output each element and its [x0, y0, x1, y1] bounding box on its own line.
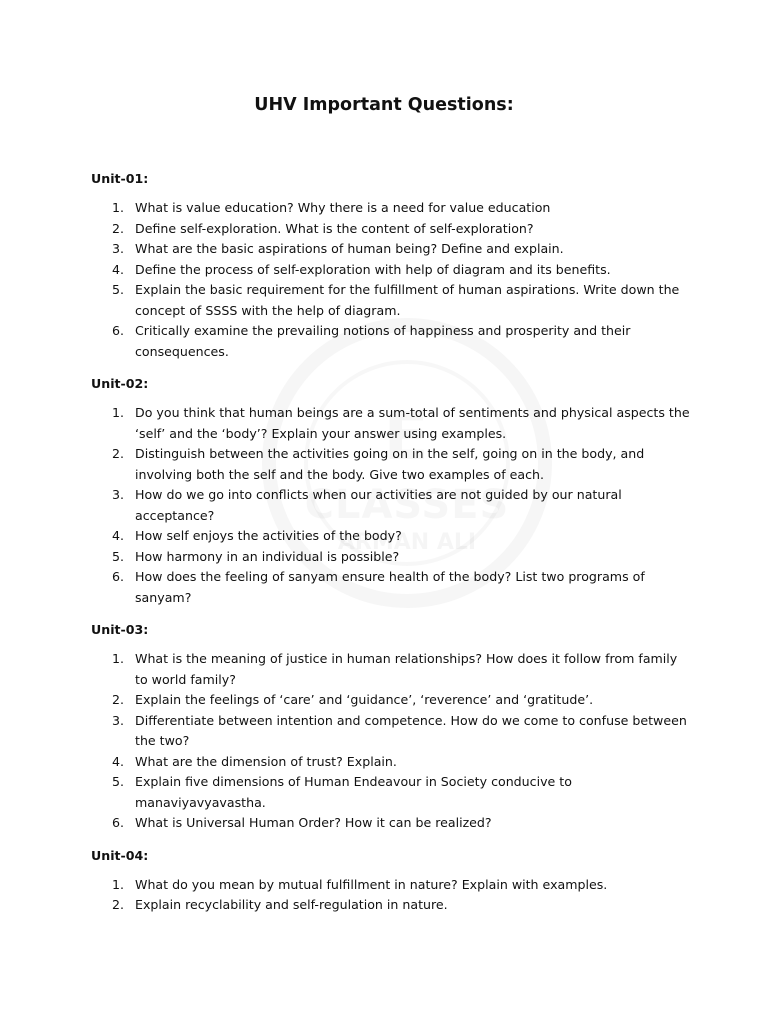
question-text: Explain five dimensions of Human Endeavour in Society conducive to manaviyavyavastha. — [135, 774, 572, 810]
units-container — [91, 170, 691, 929]
list-item: 1. What do you mean by mutual fulfillment in nature? Explain with examples. — [112, 876, 608, 892]
question-text: Explain the feelings of ‘care’ and ‘guidance’, ‘reverence’ and ‘gratitude’. — [135, 692, 594, 707]
unit-title: Unit-02: — [91, 376, 149, 391]
question-text: What is value education? Why there is a need for value education — [135, 200, 551, 215]
question-text: How self enjoys the activities of the body? — [135, 528, 402, 543]
question-text: How harmony in an individual is possible? — [135, 548, 400, 564]
question-text: Critically examine the prevailing notions of happiness and prosperity and their consequences. — [135, 323, 631, 359]
list-item: 5. Explain the basic requirement for the fulfillment of human aspirations. Write down the concept of SSSS with the help of diagram. — [112, 282, 680, 318]
question-text: Explain recyclability and self-regulation in nature. — [135, 897, 448, 912]
list-item: 4. What are the dimension of trust? Explain. — [112, 753, 397, 769]
list-item: 3. Differentiate between intention and competence. How do we come to confuse between the two? — [112, 712, 687, 748]
list-item: 3. How do we go into conflicts when our activities are not guided by our natural acceptance? — [112, 487, 622, 523]
question-list — [91, 198, 691, 362]
question-list — [91, 649, 691, 834]
unit-title: Unit-03: — [91, 622, 149, 637]
question-text: Differentiate between intention and competence. How do we come to confuse between the two? — [135, 712, 687, 748]
question-text: Do you think that human beings are a sum-total of sentiments and physical aspects the ‘self’ and the ‘body’? Explain your answer using examples. — [135, 405, 690, 441]
list-item: 5. Explain five dimensions of Human Endeavour in Society conducive to manaviyavyavastha. — [112, 774, 572, 810]
list-item: 4. How self enjoys the activities of the body? — [112, 528, 402, 543]
list-item: 4. Define the process of self-exploration with help of diagram and its benefits. — [112, 261, 611, 277]
question-text: What do you mean by mutual fulfillment in nature? Explain with examples. — [135, 876, 608, 892]
question-text: How does the feeling of sanyam ensure health of the body? List two programs of sanyam? — [135, 569, 645, 605]
question-text: What is the meaning of justice in human relationships? How does it follow from family to world family? — [135, 651, 678, 687]
question-text: Distinguish between the activities going on in the self, going on in the body, and involving both the self and the body. Give two examples of each. — [135, 446, 645, 482]
list-item: 1. What is value education? Why there is a need for value education — [112, 200, 551, 215]
list-item: 3. What are the basic aspirations of human being? Define and explain. — [112, 241, 564, 256]
list-item: 6. How does the feeling of sanyam ensure health of the body? List two programs of sanyam? — [112, 569, 645, 605]
question-text: What are the basic aspirations of human being? Define and explain. — [135, 241, 564, 256]
list-item: 1. Do you think that human beings are a sum-total of sentiments and physical aspects the ‘self’ and the ‘body’? Explain your answer using examples. — [112, 405, 690, 441]
list-item: 2. Explain the feelings of ‘care’ and ‘guidance’, ‘reverence’ and ‘gratitude’. — [112, 692, 594, 707]
unit-title: Unit-01: — [91, 171, 149, 186]
list-item: 2. Explain recyclability and self-regulation in nature. — [112, 897, 448, 912]
question-list — [91, 875, 691, 916]
list-item: 1. What is the meaning of justice in human relationships? How does it follow from family to world family? — [112, 651, 678, 687]
list-item: 6. What is Universal Human Order? How it can be realized? — [112, 815, 492, 830]
list-item: 2. Define self-exploration. What is the content of self-exploration? — [112, 220, 534, 236]
question-text: What are the dimension of trust? Explain. — [135, 753, 397, 769]
question-text: Define the process of self-exploration with help of diagram and its benefits. — [135, 261, 611, 277]
question-text: Explain the basic requirement for the fulfillment of human aspirations. Write down the concept of SSSS with the help of diagram. — [135, 282, 680, 318]
document-title: UHV Important Questions: — [254, 95, 514, 115]
list-item: 6. Critically examine the prevailing notions of happiness and prosperity and their consequences. — [112, 323, 631, 359]
question-text: How do we go into conflicts when our activities are not guided by our natural acceptance? — [135, 487, 622, 523]
list-item: 5. How harmony in an individual is possible? — [112, 548, 400, 564]
list-item: 2. Distinguish between the activities going on in the self, going on in the body, and involving both the self and the body. Give two examples of each. — [112, 446, 645, 482]
unit-title: Unit-04: — [91, 847, 149, 863]
question-text: What is Universal Human Order? How it can be realized? — [135, 815, 492, 830]
question-text: Define self-exploration. What is the content of self-exploration? — [135, 220, 534, 236]
question-list — [91, 403, 691, 608]
